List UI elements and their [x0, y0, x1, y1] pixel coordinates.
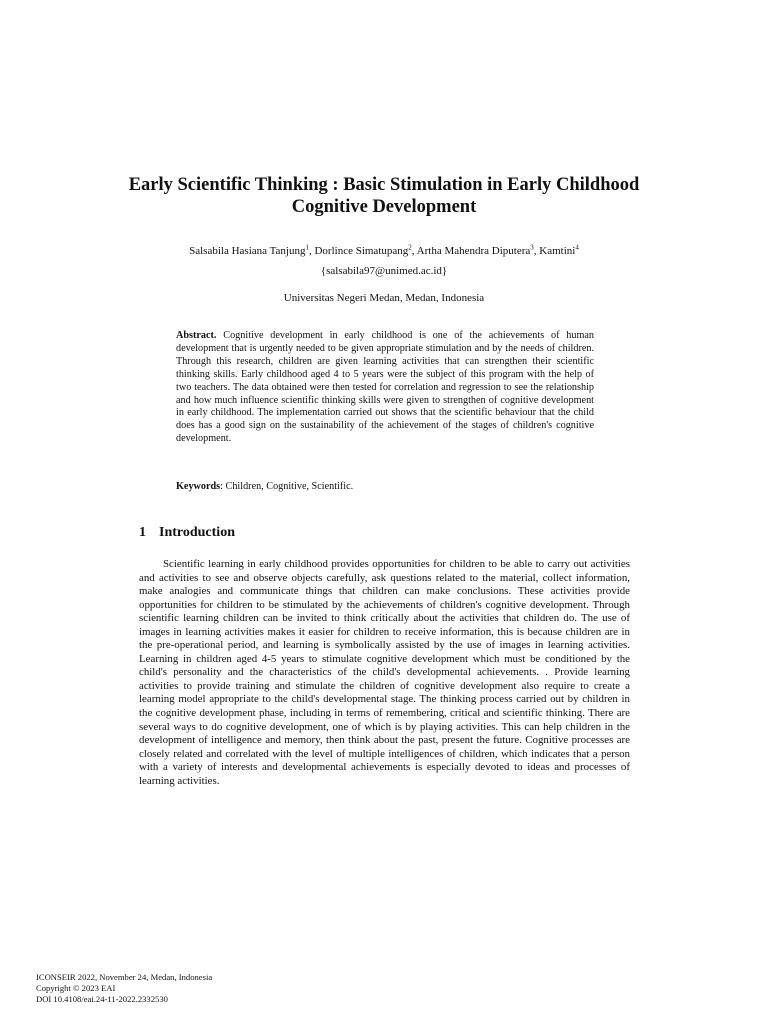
abstract-text: Cognitive development in early childhood is one of the achievements of human development that is urgently needed to be given appropriate stimulation and by the needs of children. Through this research, children are given learning activities that can strengthen their scientific thinking skills. Early childhood aged 4 to 5 years were the subject of this program with the help of two teachers. The data obtained were then tested for correlation and regression to see the relationship and how much influence scientific thinking skills were given to strengthen of cognitive development in early childhood. The implementation carried out shows that the scientific behaviour that the child does has a good sign on the sustainability of the achievement of the stages of children's cognitive development. [176, 330, 595, 445]
section-heading [139, 524, 235, 541]
author-affiliation-mark: 3 [530, 243, 534, 252]
affiliation: Universitas Negeri Medan, Medan, Indonesia [283, 292, 485, 304]
author-affiliation-mark: 2 [408, 243, 412, 252]
author-email: {salsabila97@unimed.ac.id} [320, 265, 448, 277]
section-title: Introduction [159, 525, 235, 540]
copyright-line: Copyright © 2023 EAI [36, 983, 116, 994]
author-separator: , [308, 245, 315, 257]
author-affiliation-mark: 1 [305, 243, 309, 252]
author-name: Salsabila Hasiana Tanjung [189, 245, 306, 257]
conference-line: ICONSEIR 2022, November 24, Medan, Indonesia [36, 972, 213, 982]
abstract [176, 330, 594, 446]
keywords [176, 480, 594, 493]
author-separator: , [533, 245, 540, 257]
author-separator: , [411, 245, 417, 257]
abstract-label: Abstract. [176, 330, 217, 341]
author-list [60, 244, 708, 258]
page-footer [36, 972, 212, 1006]
paper-title: Early Scientific Thinking : Basic Stimulation in Early Childhood Cognitive Development [128, 175, 640, 217]
doi-line: DOI 10.4108/eai.24-11-2022.2332530 [36, 994, 168, 1005]
author-name: Dorlince Simatupang [314, 245, 409, 257]
author-name: Artha Mahendra Diputera [416, 245, 531, 257]
introduction-paragraph: Scientific learning in early childhood provides opportunities for children to be able to carry out activities and activities to see and observe objects carefully, ask questions related to the material, collect information, make analogies and communicate things that children can make conclusions. These activities provide opportunities for children to be stimulated by the achievements of children's cognitive development. Through scientific learning children can be invited to think critically about the activities that children do. The use of images in learning activities makes it easier for children to receive information, this is because children are in the pre-operational period, and learning is symbolically assisted by the use of images in learning activities. Learning in children aged 4-5 years to stimulate cognitive development which must be conditioned by the child's personality and the characteristics of the child's developmental achievements. . Provide learning activities to provide training and stimulate the children of cognitive development also require to create a learning model appropriate to the child's developmental stage. The thinking process carried out by children in the cognitive development phase, including in terms of remembering, critical and scientific thinking. There are several ways to do cognitive development, one of which is by playing activities. This can help children in the development of intelligence and memory, then think about the past, present the future. Cognitive processes are closely related and correlated with the level of multiple intelligences of children, which indicates that a person with a variety of interests and developmental achievements is especially devoted to ideas and processes of learning activities. [139, 558, 630, 787]
author-name: Kamtini [539, 245, 576, 257]
keywords-label: Keywords [176, 481, 221, 492]
section-number: 1 [139, 525, 146, 540]
keywords-text: : Children, Cognitive, Scientific. [220, 481, 354, 492]
author-affiliation-mark: 4 [575, 243, 579, 252]
